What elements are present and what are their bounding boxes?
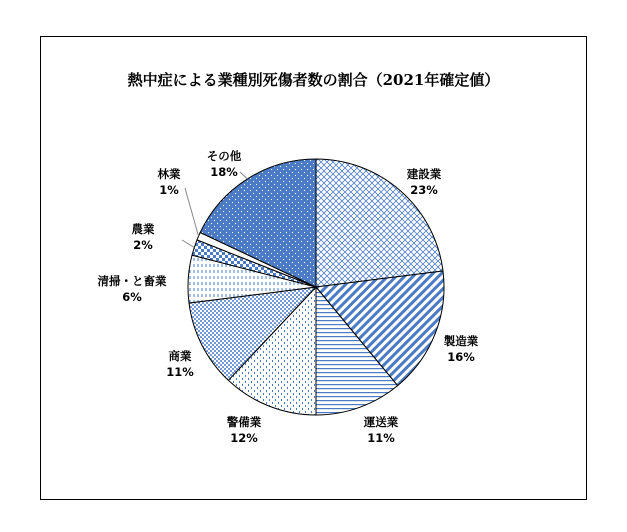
slice-name-label: 商業	[168, 349, 192, 363]
slice-percent-label: 23%	[410, 183, 438, 197]
slice-percent-label: 12%	[230, 431, 258, 445]
slice-percent-label: 18%	[210, 165, 238, 179]
slice-percent-label: 11%	[166, 365, 194, 379]
slice-name-label: 建設業	[406, 167, 442, 181]
leader-line	[182, 240, 194, 247]
leader-line	[185, 188, 199, 236]
slice-name-label: その他	[206, 149, 242, 163]
slice-percent-label: 11%	[367, 431, 395, 445]
slice-percent-label: 1%	[159, 183, 179, 197]
chart-title: 熱中症による業種別死傷者数の割合（2021年確定値）	[127, 71, 500, 89]
slice-name-label: 警備業	[226, 415, 262, 429]
slice-percent-label: 2%	[133, 238, 153, 252]
slice-percent-label: 6%	[122, 290, 142, 304]
slice-name-label: 農業	[131, 222, 155, 236]
slice-name-label: 清掃・と畜業	[97, 274, 167, 288]
slice-percent-label: 16%	[447, 350, 475, 364]
slice-name-label: 製造業	[443, 334, 479, 348]
slice-name-label: 林業	[157, 167, 181, 181]
slice-name-label: 運送業	[363, 415, 399, 429]
leader-line	[240, 172, 247, 179]
